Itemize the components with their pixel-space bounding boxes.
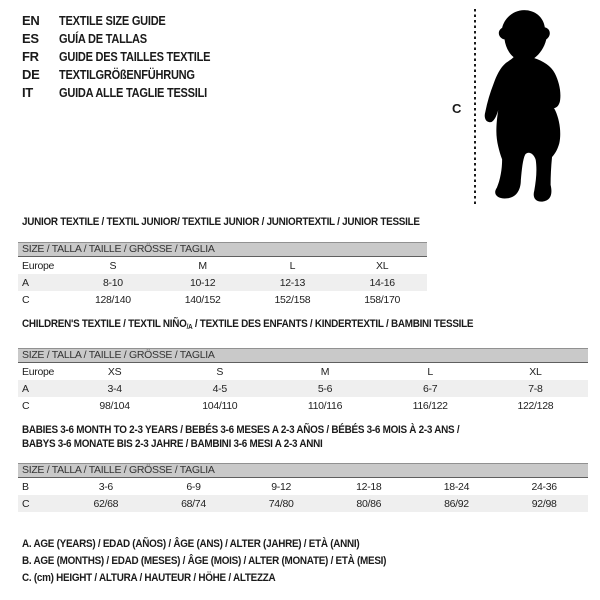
size-header-bar	[18, 348, 588, 363]
value-cell: 74/80	[268, 497, 294, 510]
legend-line-b: B. AGE (MONTHS) / EDAD (MESES) / ÂGE (MOIS) / ALTER (MONATE) / ETÀ (MESI)	[22, 555, 387, 567]
value-cell: 12-13	[279, 276, 306, 289]
value-cell: 86/92	[444, 497, 469, 510]
babies-size-table	[18, 478, 588, 512]
value-cell: 5-6	[317, 382, 333, 395]
size-cell: XL	[529, 365, 542, 378]
size-header-text: SIZE / TALLA / TAILLE / GRÖSSE / TAGLIA	[22, 464, 215, 476]
table-row-europe	[18, 257, 427, 274]
size-cell: M	[320, 365, 330, 378]
size-header-text: SIZE / TALLA / TAILLE / GRÖSSE / TAGLIA	[22, 349, 215, 361]
value-cell: 122/128	[517, 399, 554, 412]
value-cell: 92/98	[531, 497, 557, 510]
baby-silhouette-icon	[481, 8, 577, 210]
language-row-de	[22, 66, 237, 84]
row-label-cell: C	[22, 293, 30, 306]
value-cell: 12-18	[356, 480, 382, 493]
language-list	[22, 12, 237, 102]
row-label-cell: A	[22, 276, 29, 289]
size-cell: L	[427, 365, 433, 378]
language-label: GUÍA DE TALLAS	[59, 31, 147, 46]
value-cell: 152/158	[274, 293, 311, 306]
junior-table-section	[18, 215, 427, 308]
size-header-text: SIZE / TALLA / TAILLE / GRÖSSE / TAGLIA	[22, 243, 215, 255]
language-row-it	[22, 84, 237, 102]
value-cell: 98/104	[99, 399, 130, 412]
table-row-age	[18, 380, 588, 397]
value-cell: 14-16	[369, 276, 395, 289]
table-row-europe	[18, 363, 588, 380]
children-size-table	[18, 363, 588, 414]
size-header-bar	[18, 242, 427, 257]
row-label-cell: Europe	[22, 259, 55, 272]
size-cell: M	[198, 259, 207, 272]
value-cell: 110/116	[307, 399, 343, 412]
legend-line-c: C. (cm) HEIGHT / ALTURA / HAUTEUR / HÖHE / ALTEZZA	[22, 572, 276, 584]
value-cell: 128/140	[94, 293, 131, 306]
row-label-cell: B	[22, 480, 29, 493]
row-label-cell: C	[22, 497, 30, 510]
value-cell: 158/170	[364, 293, 401, 306]
babies-table-section	[18, 423, 588, 512]
language-label: TEXTILE SIZE GUIDE	[59, 13, 166, 28]
language-code: DE	[22, 67, 40, 82]
value-cell: 10-12	[189, 276, 216, 289]
value-cell: 140/152	[184, 293, 221, 306]
row-label-cell: Europe	[22, 365, 55, 378]
value-cell: 3-6	[98, 480, 113, 493]
children-table-title: CHILDREN'S TEXTILE / TEXTIL $NIÑO_{/A}$ / TEXTILE DES ENFANTS / KINDERTEXTIL / BAMBINI TESSILE	[22, 318, 474, 331]
language-row-en	[22, 12, 237, 30]
size-cell: L	[289, 259, 296, 272]
junior-size-table	[18, 257, 427, 308]
row-label-cell: C	[22, 399, 30, 412]
height-c-label: C	[452, 101, 462, 116]
value-cell: 3-4	[107, 382, 122, 395]
language-label: GUIDE DES TAILLES TEXTILE	[59, 49, 211, 64]
table-row-height	[18, 291, 427, 308]
value-cell: 8-10	[102, 276, 123, 289]
value-cell: 62/68	[93, 497, 119, 510]
legend-line-a: A. AGE (YEARS) / EDAD (AÑOS) / ÂGE (ANS) / ALTER (JAHRE) / ETÀ (ANNI)	[22, 538, 360, 550]
language-code: ES	[22, 31, 39, 46]
value-cell: 6-7	[423, 382, 438, 395]
table-row-age	[18, 274, 427, 291]
value-cell: 104/110	[202, 399, 238, 412]
row-label-cell: A	[22, 382, 29, 395]
value-cell: 6-9	[186, 480, 201, 493]
size-cell: XL	[376, 259, 389, 272]
language-code: IT	[22, 85, 33, 100]
language-code: FR	[22, 49, 39, 64]
children-table-section	[18, 317, 588, 414]
size-header-bar	[18, 463, 588, 478]
language-row-fr	[22, 48, 237, 66]
language-label: TEXTILGRÖßENFÜHRUNG	[59, 67, 195, 82]
language-label: GUIDA ALLE TAGLIE TESSILI	[59, 85, 207, 100]
value-cell: 9-12	[271, 480, 292, 493]
value-cell: 7-8	[528, 382, 543, 395]
language-code: EN	[22, 13, 40, 28]
size-cell: XS	[107, 365, 122, 378]
nino-a-subscript: /A	[186, 324, 193, 331]
language-row-es	[22, 30, 237, 48]
measurement-legend	[22, 536, 427, 587]
height-measure-dotted-line	[474, 9, 476, 206]
value-cell: 4-5	[212, 382, 227, 395]
value-cell: 80/86	[356, 497, 382, 510]
value-cell: 24-36	[531, 480, 557, 493]
table-row-age-months	[18, 478, 588, 495]
size-cell: S	[109, 259, 117, 272]
value-cell: 18-24	[443, 480, 470, 493]
table-row-height	[18, 495, 588, 512]
junior-table-title: JUNIOR TEXTILE / TEXTIL JUNIOR/ TEXTILE JUNIOR / JUNIORTEXTIL / JUNIOR TESSILE	[22, 216, 420, 228]
value-cell: 116/122	[412, 399, 448, 412]
table-row-height	[18, 397, 588, 414]
value-cell: 68/74	[181, 497, 206, 510]
size-cell: S	[216, 365, 224, 378]
babies-table-title: BABIES 3-6 MONTH TO 2-3 YEARS / BEBÉS 3-6 MESES A 2-3 AÑOS / BÉBÉS 3-6 MOIS À 2-3 ANS / BABYS 3-6 MONATE BIS 2-3 JAHRE / BAMBINI 3-6 MESI A 2-3 ANNI	[22, 424, 460, 450]
